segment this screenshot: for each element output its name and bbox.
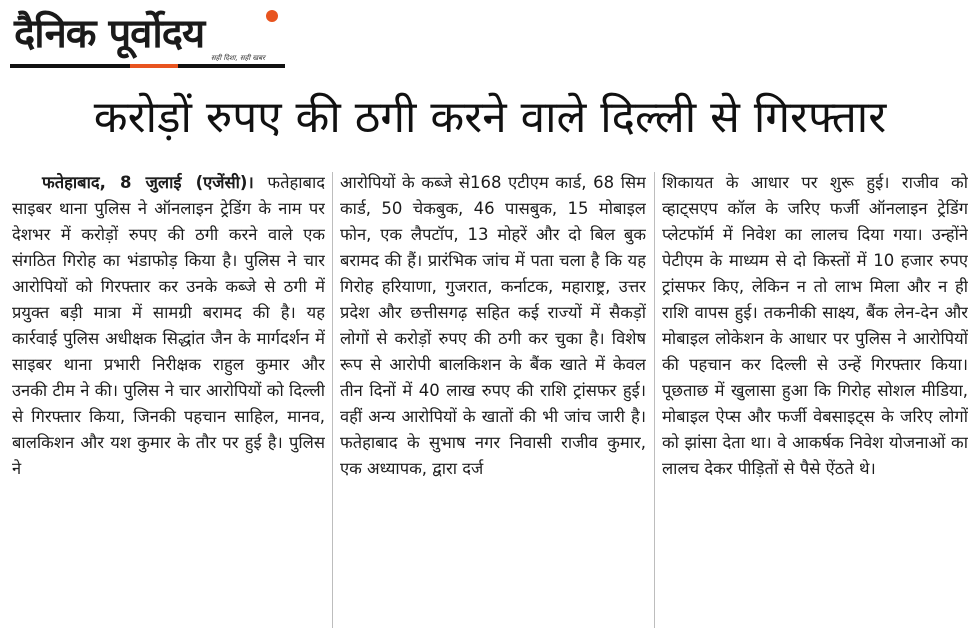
- article-body: [12, 170, 968, 630]
- article-column-3: [662, 170, 968, 630]
- logo-accent-dot: [266, 10, 278, 22]
- column-divider: [654, 172, 655, 628]
- article-column-1: [12, 170, 325, 630]
- column-divider: [332, 172, 333, 628]
- newspaper-logo: दैनिक पूर्वोदय: [14, 11, 205, 57]
- article-column-1-text: फतेहाबाद साइबर थाना पुलिस ने ऑनलाइन ट्रेडिंग के नाम पर देशभर में करोड़ों रुपए की ठगी करने वाले एक संगठित गिरोह का भंडाफोड़ किया है। पुलिस ने चार आरोपियों को गिरफ्तार कर उनके कब्जे से ठगी में प्रयुक्त बड़ी मात्रा में सामग्री बरामद की है। यह कार्रवाई पुलिस अधीक्षक सिद्धांत जैन के मार्गदर्शन में साइबर थाना प्रभारी निरीक्षक राहुल कुमार और उनकी टीम ने की। पुलिस ने चार आरोपियों को दिल्ली से गिरफ्तार किया, जिनकी पहचान साहिल, मानव, बालकिशन और यश कुमार के तौर पर हुई है। पुलिस ने: [12, 173, 325, 478]
- article-headline: करोड़ों रुपए की ठगी करने वाले दिल्ली से गिरफ्तार: [93, 92, 887, 143]
- article-dateline: फतेहाबाद, 8 जुलाई (एजेंसी)।: [42, 173, 254, 192]
- article-column-3-text: शिकायत के आधार पर शुरू हुई। राजीव को व्हाट्सएप कॉल के जरिए फर्जी ऑनलाइन ट्रेडिंग प्लेटफॉर्म में निवेश का लालच दिया गया। उन्होंने पेटीएम के माध्यम से दो किस्तों में 10 हजार रुपए ट्रांसफर किए, लेकिन न तो लाभ मिला और न ही राशि वापस हुई। तकनीकी साक्ष्य, बैंक लेन-देन और मोबाइल लोकेशन के आधार पर पुलिस ने आरोपियों की पहचान कर दिल्ली से उन्हें गिरफ्तार किया। पूछताछ में खुलासा हुआ कि गिरोह सोशल मीडिया, मोबाइल ऐप्स और फर्जी वेबसाइट्स के जरिए लोगों को झांसा देता था। वे आकर्षक निवेश योजनाओं का लालच देकर पीड़ितों से पैसे ऐंठते थे।: [662, 173, 968, 478]
- masthead: [10, 4, 285, 70]
- newspaper-tagline: सही दिशा, सही खबर: [210, 54, 265, 62]
- article-column-2-text: आरोपियों के कब्जे से168 एटीएम कार्ड, 68 सिम कार्ड, 50 चेकबुक, 46 पासबुक, 15 मोबाइल फोन, एक लैपटॉप, 13 मोहरें और दो बिल बुक बरामद की हैं। प्रारंभिक जांच में पता चला है कि यह गिरोह हरियाणा, गुजरात, कर्नाटक, महाराष्ट्र, उत्तर प्रदेश और छत्तीसगढ़ सहित कई राज्यों में सैकड़ों लोगों से करोड़ों रुपए की ठगी कर चुका है। विशेष रूप से आरोपी बालकिशन के बैंक खाते में केवल तीन दिनों में 40 लाख रुपए की राशि ट्रांसफर हुई। वहीं अन्य आरोपियों के खातों की भी जांच जारी है। फतेहाबाद के सुभाष नगर निवासी राजीव कुमार, एक अध्यापक, द्वारा दर्ज: [340, 173, 646, 478]
- article-column-2: [340, 170, 646, 630]
- masthead-accent-bar: [130, 64, 178, 68]
